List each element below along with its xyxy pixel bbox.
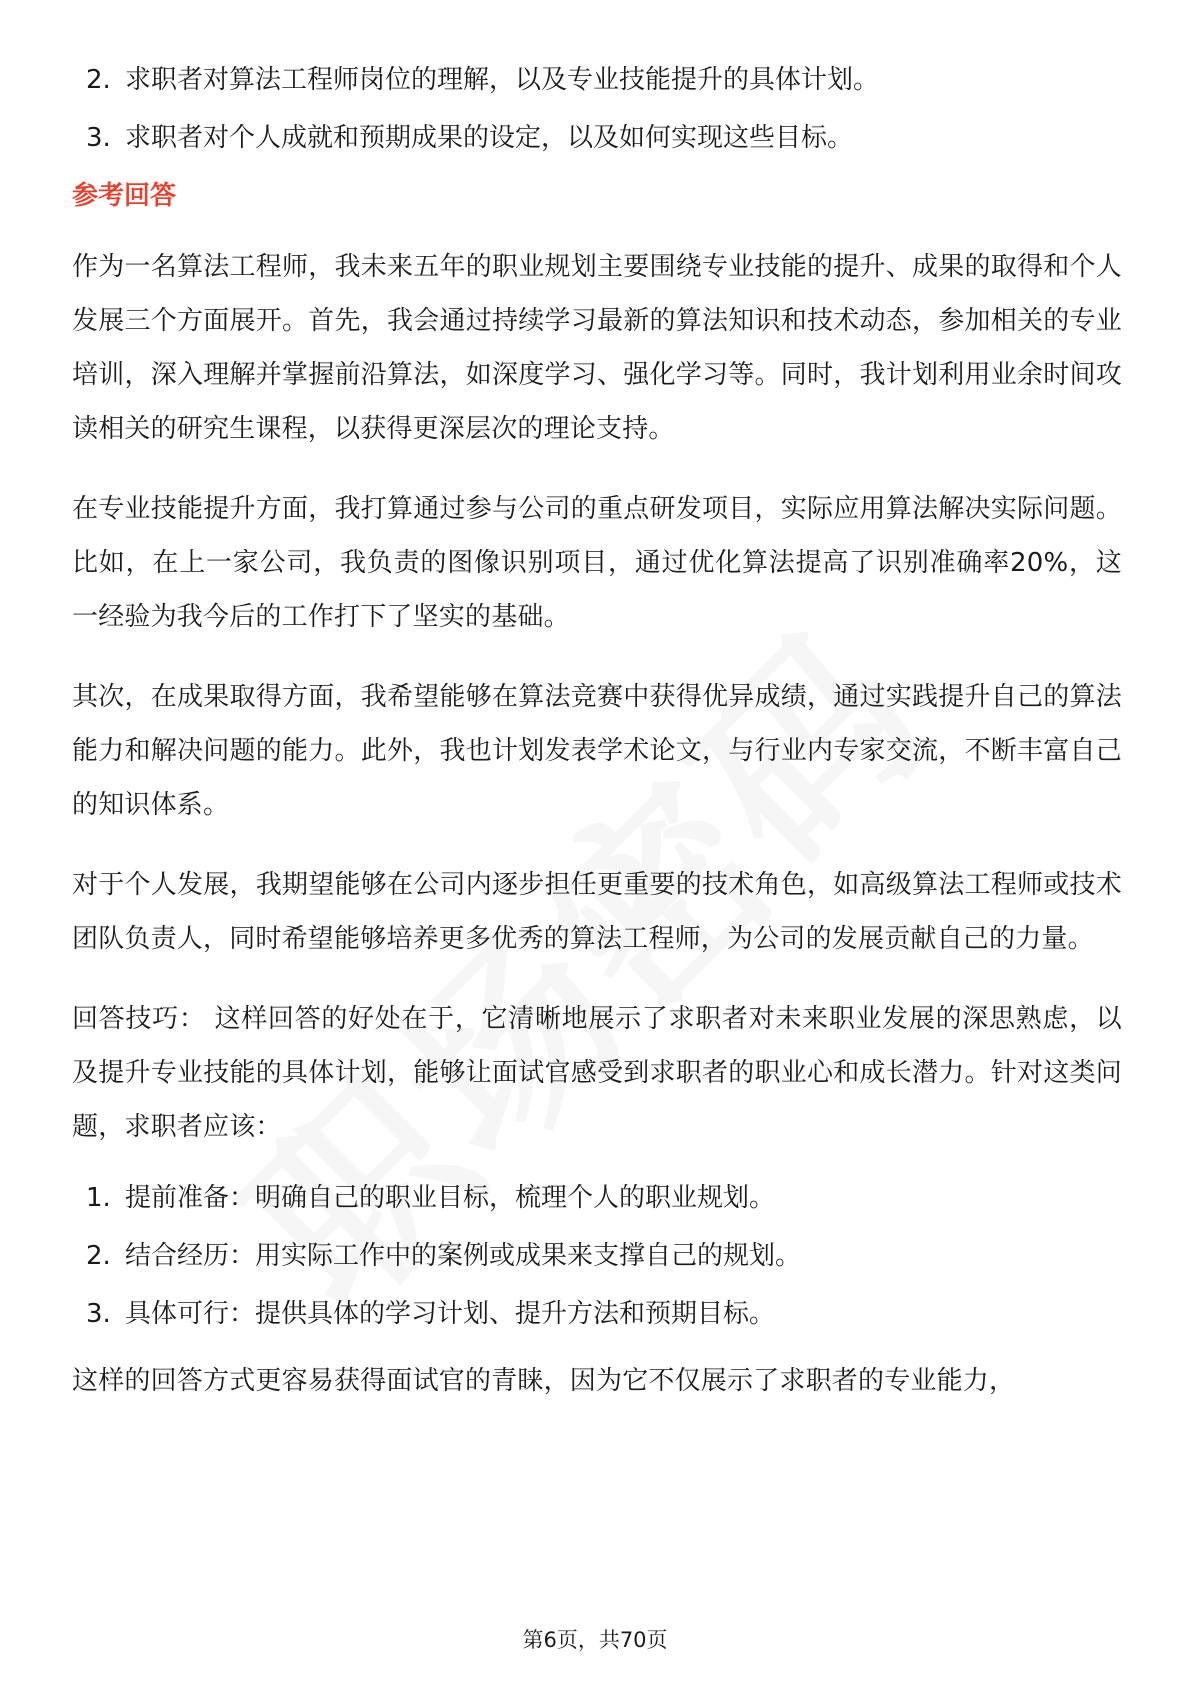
list-item — [72, 1296, 1122, 1332]
list-text: 求职者对个人成就和预期成果的设定，以及如何实现这些目标。 — [125, 123, 854, 153]
list-item — [72, 62, 1122, 98]
document-body — [72, 62, 1122, 1408]
paragraph: 对于个人发展，我期望能够在公司内逐步担任更重要的技术角色，如高级算法工程师或技术团队负责人，同时希望能够培养更多优秀的算法工程师，为公司的发展贡献自己的力量。 — [72, 870, 1122, 954]
tips-paragraph: 回答技巧： 这样回答的好处在于，它清晰地展示了求职者对未来职业发展的深思熟虑，以及提升专业技能的具体计划，能够让面试官感受到求职者的职业心和成长潜力。针对这类问题，求职者应该： — [72, 1004, 1123, 1142]
section-title: 参考回答 — [72, 181, 177, 211]
list-text: 提前准备：明确自己的职业目标，梳理个人的职业规划。 — [125, 1183, 776, 1213]
list-number: 2. — [86, 65, 111, 95]
list-text: 结合经历：用实际工作中的案例或成果来支撑自己的规划。 — [125, 1241, 802, 1271]
list-item — [72, 1180, 1122, 1216]
list-number: 1. — [86, 1183, 111, 1213]
question-points-list — [72, 62, 1122, 156]
list-text: 具体可行：提供具体的学习计划、提升方法和预期目标。 — [125, 1299, 776, 1329]
closing-paragraph: 这样的回答方式更容易获得面试官的青睐，因为它不仅展示了求职者的专业能力， — [72, 1366, 1016, 1396]
list-number: 3. — [86, 123, 111, 153]
list-item — [72, 120, 1122, 156]
tips-list — [72, 1180, 1122, 1332]
list-text: 求职者对算法工程师岗位的理解，以及专业技能提升的具体计划。 — [125, 65, 880, 95]
page-footer: 第6页，共70页 — [522, 1628, 668, 1652]
paragraph: 作为一名算法工程师，我未来五年的职业规划主要围绕专业技能的提升、成果的取得和个人发展三个方面展开。首先，我会通过持续学习最新的算法知识和技术动态，参加相关的专业培训，深入理解并掌握前沿算法，如深度学习、强化学习等。同时，我计划利用业余时间攻读相关的研究生课程，以获得更深层次的理论支持。 — [72, 252, 1122, 444]
list-number: 3. — [86, 1299, 111, 1329]
paragraph: 在专业技能提升方面，我打算通过参与公司的重点研发项目，实际应用算法解决实际问题。比如，在上一家公司，我负责的图像识别项目，通过优化算法提高了识别准确率20%，这一经验为我今后的工作打下了坚实的基础。 — [72, 494, 1122, 632]
list-item — [72, 1238, 1122, 1274]
list-number: 2. — [86, 1241, 111, 1271]
paragraph: 其次，在成果取得方面，我希望能够在算法竞赛中获得优异成绩，通过实践提升自己的算法能力和解决问题的能力。此外，我也计划发表学术论文，与行业内专家交流，不断丰富自己的知识体系。 — [72, 682, 1122, 820]
